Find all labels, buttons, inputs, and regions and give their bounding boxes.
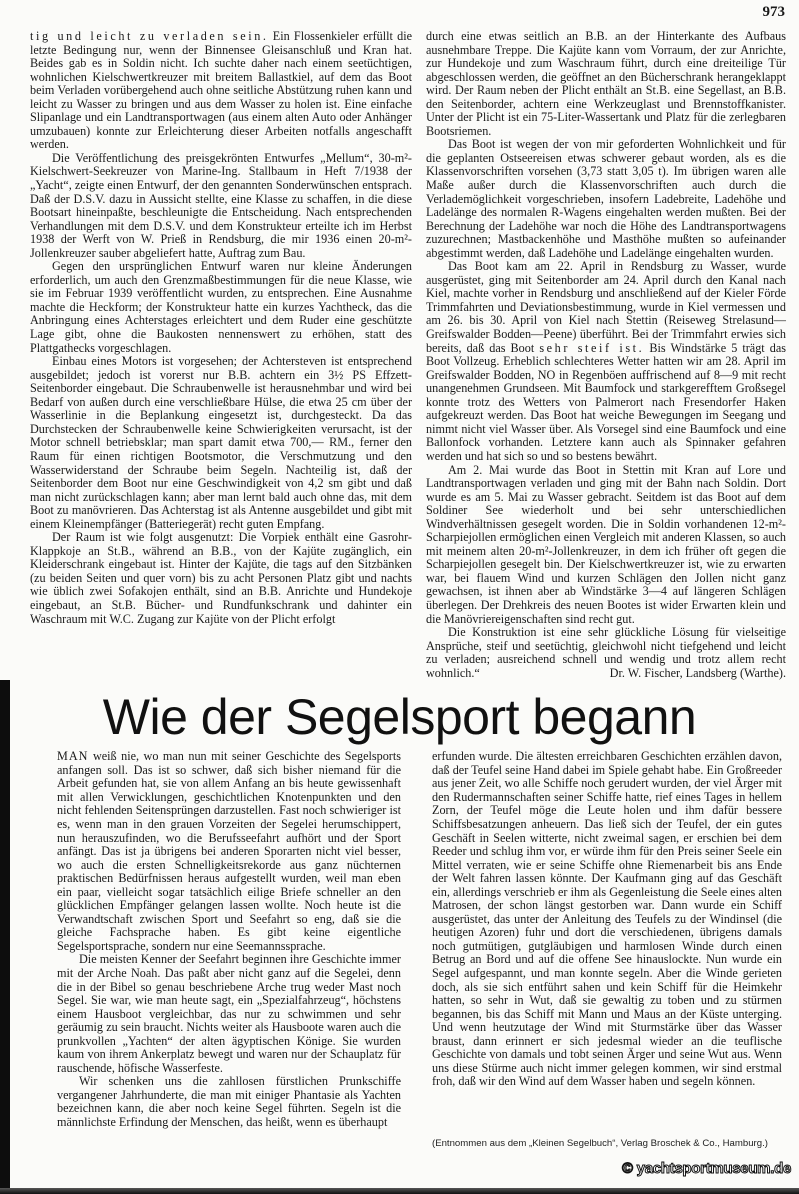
article2 bbox=[0, 680, 799, 1187]
article1 bbox=[0, 30, 799, 680]
lead-caps: MAN bbox=[57, 749, 89, 764]
paragraph: Die Konstruktion ist eine sehr glückliche Lösung für vielseitige Ansprüche, steif und seetüchtig, gleichwohl nicht tiefgehend und leicht zu verladen; ausreichend schnell und wendig und trotz allem recht wohnlich.“ Dr. W. Fischer, Landsberg (Warthe). bbox=[426, 625, 786, 680]
spaced-emphasis: sehr steif ist. bbox=[539, 340, 645, 355]
paragraph: Einbau eines Motors ist vorgesehen; der Achtersteven ist entsprechend ausgebildet; jedoch ist vorerst nur B.B. achtern ein 3½ PS Effzett-Seitenborder eingebaut. Die Schraubenwelle ist herausnehmbar und wird bei Bedarf von außen durch eine verschließbare Hülse, die etwa 25 cm über der Wasserlinie in die Beplankung eingesetzt ist, durchgesteckt. Da das Durchstecken der Schraubenwelle keine Schwierigkeiten verursacht, ist der Motor schnell betriebsklar; man spart damit etwa 700,— RM., ferner den Raum für einen richtigen Bootsmotor, die Verschmutzung und den Wasserwiderstand der Schraube beim Segeln. Nachteilig ist, daß der Seitenborder dem Boot nur eine Geschwindigkeit von 4,2 sm gibt und daß man nicht zurückschlagen kann; aber man lernt bald auch ohne das, mit dem Boot zu manövrieren. Das Achterstag ist als Antenne ausgebildet und gibt mit einem Kleinempfänger (Batteriegerät) recht guten Empfang. bbox=[30, 354, 412, 531]
paragraph: Wir schenken uns die zahllosen fürstlichen Prunkschiffe vergangener Jahrhunderte, die man mit einiger Phantasie als Yachten bezeichnen kann, die aber noch keine Segel führten. Segeln ist die männlichste Erfindung der Menschen, das heißt, wenn es überhaupt bbox=[57, 1074, 401, 1130]
paragraph: erfunden wurde. Die ältesten erreichbaren Geschichten erzählen davon, daß der Teufel seine Hand dabei im Spiele gehabt habe. Ein Großreeder aus jener Zeit, wo alle Schiffe noch gerudert wurden, der viel Ärger mit den Rudermannschaften seiner Schiffe hatte, rief eines Tages in hellem Zorn, der Teufel möge die Leute holen und ihm dafür bessere Schiffsbesatzungen anheuern. Das ließ sich der Teufel, der ein gutes Geschäft in Seelen witterte, nicht zweimal sagen, er erschien bei dem Reeder und schlug ihm vor, er würde ihm für den Preis seiner Seele ein Mittel verraten, wie er seine Schiffe ohne Riemenarbeit bis ans Ende der Welt fahren lassen könnte. Der Kaufmann ging auf das Geschäft ein, allerdings verschrieb er ihm als Gegenleistung die Seele eines alten Matrosen, der schon längst gestorben war. Dann wurde ein Schiff ausgerüstet, das unter der Anleitung des Teufels zu der Windinsel (die heutigen Azoren) fuhr und dort die verschiedenen, übrigens damals noch gutmütigen, gutgläubigen und harmlosen Winde durch einen Betrug an Bord und auf die offene See hinauslockte. Nun wurde ein Segel aufgespannt, und man konnte segeln. Aber die Winde gerieten doch, als sie sich entführt sahen und kein Schiff für die Heimkehr hatten, so sehr in Wut, daß sie gewaltig zu toben und zu stürmen begannen, bis das Schiff mit Mann und Maus an der Küste unterging. Und wenn heutzutage der Wind mit Sturmstärke über das Wasser braust, dann erinnert er sich jedesmal wieder an die teuflische Geschichte von damals und tobt seinen Ärger und seine Wut aus. Wenn uns diese Stürme auch nicht immer gelegen kommen, wir sind erstmal froh, daß wir den Wind auf dem Wasser haben und segeln können. bbox=[432, 749, 782, 1089]
watermark: © yachtsportmuseum.de bbox=[622, 1159, 791, 1177]
spaced-lead-text: tig und leicht zu verladen sein. bbox=[30, 29, 269, 43]
page-bottom-edge bbox=[0, 1188, 799, 1194]
paragraph: tig und leicht zu verladen sein. Ein Flossenkieler erfüllt die letzte Bedingung nur, wenn der Binnensee Gleisanschluß und Kran hat. Beides gab es in Soldin nicht. Ich suchte daher nach einem seetüchtigen, wohnlichen Kielschwertkreuzer mit breitem Ballastkiel, auf dem das Boot beim Verladen vorübergehend auch ohne seitliche Abstützung ruhen kann und leicht zu Wasser zu bringen und aus dem Wasser zu holen ist. Eine einfache Slipanlage und ein Landtransportwagen (aus einem alten Auto oder Anhänger umzubauen) konnte zur Erleichterung dieser Arbeiten notfalls angeschafft werden. bbox=[30, 29, 412, 152]
page-edge-shadow bbox=[0, 680, 10, 1187]
paragraph: durch eine etwas seitlich an B.B. an der Hinterkante des Aufbaus ausnehmbare Treppe. Die Kajüte kann vom Vorraum, der zur Anrichte, zur Hundekoje und zum Waschraum führt, durch eine dreiteilige Tür abgeschlossen werden, die geöffnet an den Bücherschrank herangeklappt wird. Der Raum neben der Plicht enthält an St.B. eine Segellast, an B.B. den Seitenborder, achtern eine Werkzeuglast und Brennstoffkanister. Unter der Plicht ist ein 75-Liter-Wassertank und Platz für die zerlegbaren Bootsriemen. bbox=[426, 29, 786, 138]
article2-right-column bbox=[432, 750, 782, 1089]
paragraph: Der Raum ist wie folgt ausgenutzt: Die Vorpiek enthält eine Gasrohr-Klappkoje an St.B., während an B.B., von der Kajüte zugänglich, ein Kleiderschrank eingebaut ist. Hinter der Kajüte, die tags auf den Sitzbänken (zu beiden Seiten und quer vorn) bis zu acht Personen Platz gibt und nachts wie üblich zwei Sofakojen enthält, sind an B.B. Anrichte und Hundekoje eingebaut, an St.B. Bücher- und Rundfunkschrank und dahinter ein Waschraum mit W.C. Zugang zur Kajüte von der Plicht erfolgt bbox=[30, 530, 412, 626]
page-number: 973 bbox=[762, 4, 785, 20]
paragraph: Das Boot kam am 22. April in Rendsburg zu Wasser, wurde ausgerüstet, ging mit Seitenborder am 24. April durch den Kanal nach Kiel, machte vorher in Rendsburg und anschließend auf der Kieler Förde Trimmfahrten und Deviationsbestimmung, wurde in Kiel vermessen und am 26. bis 30. April von Kiel nach Stettin (Reiseweg Strelasund—Greifswalder Bodden—Peene) überführt. Bei der Trimmfahrt erwies sich bereits, daß das Boot sehr steif ist. Bis Windstärke 5 trägt das Boot Vollzeug. Erheblich schlechteres Wetter hatten wir am 28. April im Greifswalder Bodden, NO in Regenböen auffrischend auf 8—9 mit recht unangenehmen Grundseen. Mit Baumfock und starkgerefftem Großsegel konnte trotz des Wetters von Palmerort nach Fresendorfer Haken aufgekreuzt werden. Das Boot hat weiche Bewegungen im Seegang und nimmt nicht viel Wasser über. Als Vorsegel sind eine Baumfock und eine Ballonfock vorhanden. Letztere kann auch als Spinnaker gefahren werden und hat sich so und so bestens bewährt. bbox=[426, 259, 786, 463]
source-credit: (Entnommen aus dem „Kleinen Segelbuch“, Verlag Broschek & Co., Hamburg.) bbox=[432, 1137, 768, 1149]
paragraph: Die Veröffentlichung des preisgekrönten Entwurfes „Mellum“, 30-m²-Kielschwert-Seekreuzer von Marine-Ing. Stallbaum in Heft 7/1938 der „Yacht“, zeigte einen Entwurf, der den genannten Sonderwünschen entsprach. Daß der D.S.V. dazu in Aussicht stellte, eine Klasse zu schaffen, in die diese Bootsart hineinpaßte, beschleunigte die Entscheidung. Nach entsprechenden Verhandlungen mit dem D.S.V. und dem Konstrukteur erteilte ich im Herbst 1938 der Werft von W. Prieß in Rendsburg, die mir 1936 einen 20-m²-Jollenkreuzer sauber abgeliefert hatte, Auftrag zum Bau. bbox=[30, 150, 412, 260]
article2-left-column bbox=[57, 750, 401, 1129]
article1-right-column bbox=[426, 30, 786, 680]
author-signature: Dr. W. Fischer, Landsberg (Warthe). bbox=[609, 665, 786, 680]
paragraph: Am 2. Mai wurde das Boot in Stettin mit Kran auf Lore und Landtransportwagen verladen und ging mit der Bahn nach Soldin. Dort wurde es am 5. Mai zu Wasser gebracht. Seitdem ist das Boot auf dem Soldiner See wiederholt und bei sehr unterschiedlichen Windverhältnissen gesegelt worden. Die in Soldin vorhandenen 12-m²-Scharpiejollen ermöglichen einen Vergleich mit anderen Klassen, so auch mit meinem alten 20-m²-Jollenkreuzer, in dem ich früher oft gegen die Scharpiejollen gesegelt bin. Der Kielschwertkreuzer ist, wie zu erwarten war, bei flauem Wind und kurzen Schlägen den Jollen nicht ganz gewachsen, ist ihnen aber ab Windstärke 3—4 auf längeren Schlägen überlegen. Der Drehkreis des neuen Bootes ist wider Erwarten klein und die Manövriereigenschaften sind recht gut. bbox=[426, 462, 786, 626]
paragraph: Die meisten Kenner der Seefahrt beginnen ihre Geschichte immer mit der Arche Noah. Das paßt aber nicht ganz auf die Segelei, denn die in der Bibel so genau beschriebene Arche trug weder Mast noch Segel. Sie war, wie man heute sagt, ein „Spezialfahrzeug“, höchstens einem Hausboot vergleichbar, das nur zu schwimmen und sehr geräumig zu sein braucht. Nichts weiter als Hausboote waren auch die prunkvollen „Yachten“ der alten ägyptischen Könige. Sie wurden kaum von ihrem Ankerplatz bewegt und waren nur der Schauplatz für rauschende, höfische Wasserfeste. bbox=[57, 952, 401, 1075]
article2-body bbox=[0, 750, 799, 1129]
paragraph: Das Boot ist wegen der von mir geforderten Wohnlichkeit und für die geplanten Ostseereisen etwas schwerer gebaut worden, als es die Klassenvorschriften vorsehen (3,73 statt 3,05 t). Im übrigen waren alle Maße außer durch die Klassenvorschriften auch durch die Verlademöglichkeit vorgeschrieben, insofern Ladebreite, Ladehöhe und Ladelänge des normalen R-Wagens eingehalten werden mußten. Bei der Berechnung der Ladehöhe war noch die Höhe des Landtransportwagens zuzurechnen; Mastbackenhöhe und Masthöhe mußten so aufeinander abgestimmt werden, daß Ladehöhe und Ladelänge eingehalten wurden. bbox=[426, 137, 786, 260]
article1-left-column bbox=[30, 30, 412, 626]
paragraph: MAN weiß nie, wo man nun mit seiner Geschichte des Segelsports anfangen soll. Das ist so schwer, daß sich bisher niemand für die Arbeit gefunden hat, sie von allem Anfang an bis heute gewissenhaft mit allen Verwicklungen, geschichtlichen Knotenpunkten und den nicht fehlenden Seitensprüngen darzustellen. Fast noch schwieriger ist es, wenn man in den grauen Vorzeiten der Segelei herumschippert, nun herauszufinden, wo die Berufsseefahrt aufhört und der Sport anfängt. Das ist ja übrigens bei anderen Sporarten nicht viel besser, wo auch die ersten Schnelligkeitsrekorde aus ganz nüchternen praktischen Bedürfnissen heraus aufgestellt wurden, weil man eben ein paar, vielleicht sogar tatsächlich eilige Briefe schneller an den glücklichen Empfänger gelangen lassen wollte. Noch heute ist die Verwandtschaft zwischen Sport und Seefahrt so eng, daß sie die gleiche Fachsprache haben. Es gibt keine eigentliche Segelsportsprache, sondern nur eine Seemannssprache. bbox=[57, 749, 401, 953]
paragraph: Gegen den ursprünglichen Entwurf waren nur kleine Änderungen erforderlich, um auch den Grenzmaßbestimmungen für die neue Klasse, wie sie im Februar 1939 veröffentlicht wurden, zu entsprechen. Eine Ausnahme machte die Heckform; der Konstrukteur hatte ein kurzes Yachtheck, das die Anbringung eines Achterstages erleichtert und dem Ruder eine geschützte Lage gibt, ohne die Baukosten nennenswert zu erhöhen, statt des Plattgathecks vorgeschlagen. bbox=[30, 259, 412, 355]
article-headline: Wie der Segelsport begann bbox=[102, 689, 697, 746]
